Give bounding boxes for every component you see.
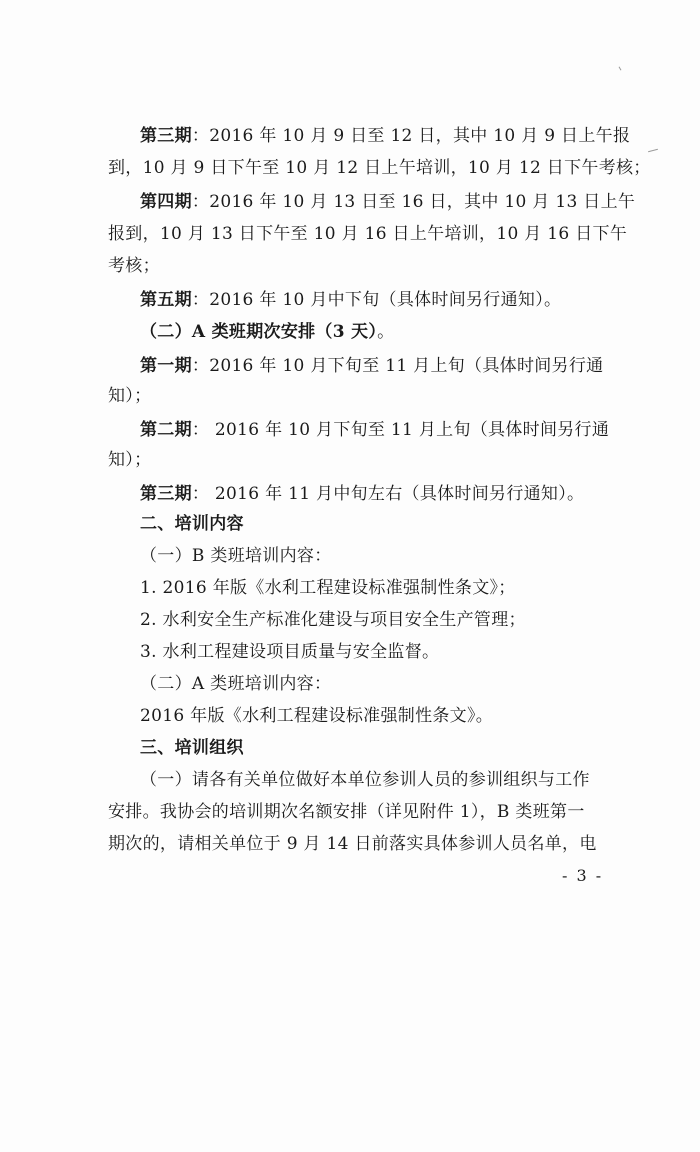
line-text: 到，10 月 9 日下午至 10 月 12 日上午培训，10 月 12 日下午考核；: [108, 158, 651, 178]
line-text: 安排。我协会的培训期次名额安排（详见附件 1），B 类班第一: [108, 802, 585, 822]
line-text: 。: [377, 322, 395, 342]
line-text: （一）请各有关单位做好本单位参训人员的参训组织与工作: [140, 770, 590, 790]
text-line: [108, 224, 628, 244]
text-line: [108, 386, 608, 406]
scan-mark: [619, 67, 622, 71]
page-number: - 3 -: [562, 866, 604, 885]
text-line: [108, 256, 608, 276]
text-line: [140, 356, 610, 376]
list-item: 1. 2016 年版《水利工程建设标准强制性条文》；: [140, 578, 516, 598]
text-line: [140, 738, 610, 758]
line-text: ： 2016 年 10 月下旬至 11 月上旬（具体时间另行通: [191, 420, 610, 440]
line-text: 考核；: [108, 256, 160, 276]
text-line: [140, 126, 631, 146]
scan-mark: [648, 149, 658, 153]
text-line: [140, 674, 610, 694]
line-text: ：2016 年 10 月中下旬（具体时间另行通知）。: [191, 290, 562, 310]
period-label: 第五期: [140, 290, 192, 310]
line-text: （二）A 类班培训内容：: [140, 674, 332, 694]
text-line: [140, 484, 610, 504]
text-line: [140, 514, 610, 534]
text-line: [108, 158, 651, 178]
section-heading: 二、培训内容: [140, 514, 244, 534]
line-text: ：2016 年 10 月下旬至 11 月上旬（具体时间另行通: [191, 356, 604, 376]
line-text: 期次的，请相关单位于 9 月 14 日前落实具体参训人员名单，电: [108, 834, 597, 854]
line-text: ： 2016 年 11 月中旬左右（具体时间另行通知）。: [191, 484, 585, 504]
period-label: 第二期: [140, 420, 192, 440]
line-text: ：2016 年 10 月 9 日至 12 日，其中 10 月 9 日上午报: [191, 126, 631, 146]
section-heading: 三、培训组织: [140, 738, 244, 758]
text-line: [140, 610, 610, 630]
line-text: 2016 年版《水利工程建设标准强制性条文》。: [140, 706, 494, 726]
line-text: 报到，10 月 13 日下午至 10 月 16 日上午培训，10 月 16 日下午: [108, 224, 628, 244]
text-line: [140, 322, 610, 342]
text-line: [140, 192, 636, 212]
text-line: [140, 290, 610, 310]
period-label: 第四期: [140, 192, 192, 212]
text-line: [140, 770, 610, 790]
text-line: [140, 546, 610, 566]
text-line: [108, 834, 608, 854]
text-line: [108, 450, 608, 470]
line-text: 知）；: [108, 450, 152, 470]
text-line: [140, 420, 610, 440]
list-item: 2. 水利安全生产标准化建设与项目安全生产管理；: [140, 610, 526, 630]
section-heading: A 类班期次安排（3 天）: [191, 322, 378, 342]
line-text: ：2016 年 10 月 13 日至 16 日，其中 10 月 13 日上午: [191, 192, 636, 212]
line-text: 知）；: [108, 386, 152, 406]
text-line: [140, 578, 610, 598]
period-label: 第三期: [140, 126, 192, 146]
list-item: 3. 水利工程建设项目质量与安全监督。: [140, 642, 440, 662]
line-text: （一）B 类班培训内容：: [140, 546, 332, 566]
text-line: [140, 642, 610, 662]
period-label: 第一期: [140, 356, 192, 376]
period-label: 第三期: [140, 484, 192, 504]
section-prefix: （二）: [140, 322, 192, 342]
text-line: [140, 706, 610, 726]
text-line: [108, 802, 608, 822]
